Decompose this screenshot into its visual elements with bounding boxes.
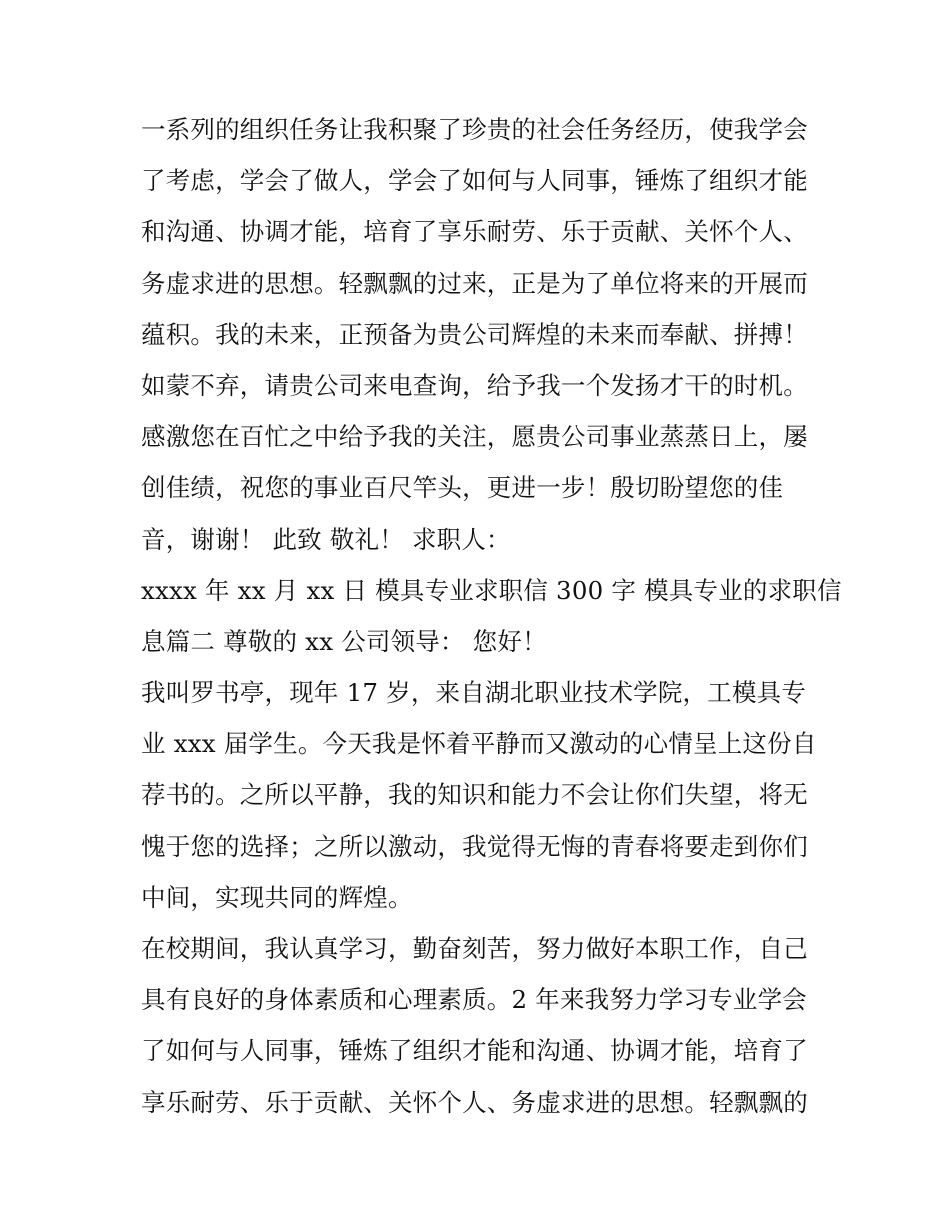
text-line: 音，谢谢！ 此致 敬礼！ 求职人： <box>141 524 511 554</box>
text-line: 如蒙不弃，请贵公司来电查询，给予我一个发扬才干的时机。 <box>141 370 808 400</box>
text-line: 业 xxx 届学生。今天我是怀着平静而又激动的心情呈上这份自 <box>141 729 817 759</box>
text-line: 在校期间，我认真学习，勤奋刻苦，努力做好本职工作，自己 <box>141 934 808 963</box>
text-line: 具有良好的身体素质和心理素质。2 年来我努力学习专业学会 <box>141 985 807 1015</box>
text-line: 我叫罗书亭，现年 17 岁，来自湖北职业技术学院，工模具专 <box>141 678 807 708</box>
text-line: 和沟通、协调才能，培育了享乐耐劳、乐于贡献、关怀个人、 <box>141 217 808 247</box>
text-line: 创佳绩，祝您的事业百尺竿头，更进一步！殷切盼望您的佳 <box>141 473 784 503</box>
text-line: 中间，实现共同的辉煌。 <box>141 882 413 912</box>
text-line: 愧于您的选择；之所以激动，我觉得无悔的青春将要走到你们 <box>141 831 808 861</box>
text-line: xxxx 年 xx 月 xx 日 模具专业求职信 300 字 模具专业的求职信 <box>141 575 842 605</box>
text-line: 一系列的组织任务让我积聚了珍贵的社会任务经历，使我学会 <box>141 115 808 144</box>
text-line: 荐书的。之所以平静，我的知识和能力不会让你们失望，将无 <box>141 780 808 810</box>
text-line: 息篇二 尊敬的 xx 公司领导： 您好！ <box>141 626 547 656</box>
text-line: 了考虑，学会了做人，学会了如何与人同事，锤炼了组织才能 <box>141 166 808 196</box>
body-text <box>141 104 842 1128</box>
text-line: 感激您在百忙之中给予我的关注，愿贵公司事业蒸蒸日上，屡 <box>141 422 808 452</box>
text-line: 了如何与人同事，锤炼了组织才能和沟通、协调才能，培育了 <box>141 1036 808 1066</box>
text-line: 享乐耐劳、乐于贡献、关怀个人、务虚求进的思想。轻飘飘的 <box>141 1087 808 1117</box>
text-line: 蕴积。我的未来，正预备为贵公司辉煌的未来而奉献、拼搏！ <box>141 319 808 349</box>
text-line: 务虚求进的思想。轻飘飘的过来，正是为了单位将来的开展而 <box>141 268 808 298</box>
